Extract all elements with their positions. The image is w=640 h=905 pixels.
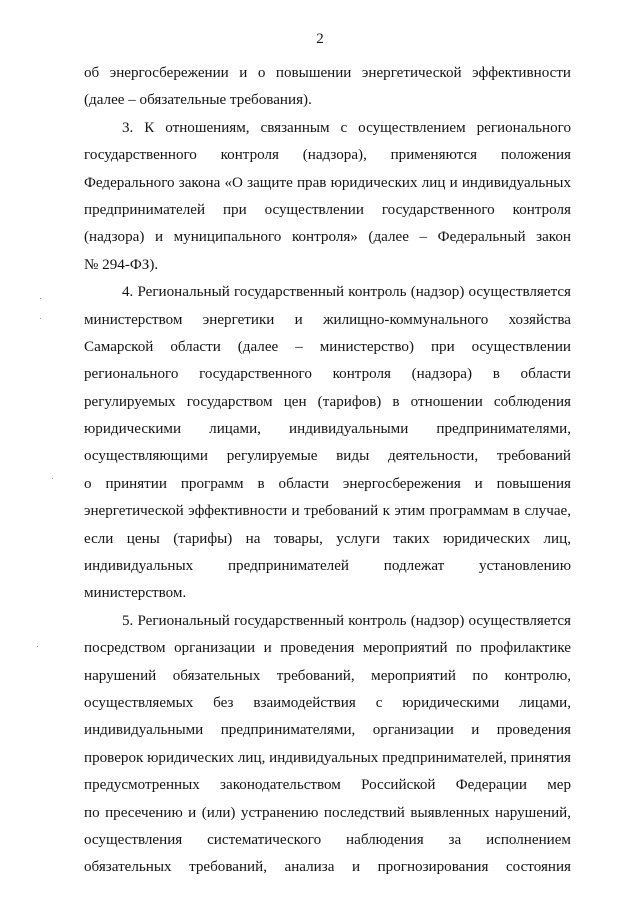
text-line: 4. Региональный государственный контроль (надзор) осуществляется bbox=[122, 284, 571, 301]
text-line: проверок юридических лиц, индивидуальных предпринимателей, принятия bbox=[84, 749, 571, 766]
text-line: 3. К отношениям, связанным с осуществлением регионального bbox=[122, 119, 571, 136]
text-line: министерством энергетики и жилищно-коммунального хозяйства bbox=[84, 311, 571, 328]
text-line: министерством. bbox=[84, 585, 187, 602]
text-line: осуществления систематического наблюдения за исполнением bbox=[84, 831, 571, 848]
text-line: посредством организации и проведения мероприятий по профилактике bbox=[84, 640, 571, 657]
text-line: индивидуальными предпринимателями, организации и проведения bbox=[84, 722, 571, 739]
scan-speck bbox=[52, 478, 53, 479]
text-line: государственного контроля (надзора), применяются положения bbox=[84, 147, 571, 164]
text-line: обязательных требований, анализа и прогнозирования состояния bbox=[84, 859, 571, 876]
text-line: юридическими лицами, индивидуальными предпринимателями, bbox=[84, 421, 571, 438]
text-line: нарушений обязательных требований, мероприятий по контролю, bbox=[84, 667, 571, 684]
text-line: Самарской области (далее – министерство) при осуществлении bbox=[84, 338, 571, 355]
text-line: осуществляющими регулируемые виды деятельности, требований bbox=[84, 448, 571, 465]
text-line: предпринимателей при осуществлении государственного контроля bbox=[84, 201, 571, 218]
text-line: о принятии программ в области энергосбережения и повышения bbox=[84, 475, 571, 492]
text-line: регионального государственного контроля (надзора) в области bbox=[84, 366, 571, 383]
text-line: энергетической эффективности и требований к этим программам в случае, bbox=[84, 503, 571, 520]
scan-speck bbox=[40, 318, 41, 319]
scan-speck bbox=[37, 646, 38, 647]
text-line: по пресечению и (или) устранению последствий выявленных нарушений, bbox=[84, 804, 571, 821]
text-line: предусмотренных законодательством Российской Федерации мер bbox=[84, 777, 571, 794]
text-line: об энергосбережении и о повышении энергетической эффективности bbox=[84, 65, 571, 81]
text-line: осуществляемых без взаимодействия с юридическими лицами, bbox=[84, 694, 571, 711]
text-line: № 294-ФЗ). bbox=[84, 256, 159, 273]
text-line: регулируемых государством цен (тарифов) в отношении соблюдения bbox=[84, 393, 571, 410]
scan-speck bbox=[40, 298, 41, 299]
text-line: 5. Региональный государственный контроль (надзор) осуществляется bbox=[122, 612, 571, 629]
text-line: (надзора) и муниципального контроля» (далее – Федеральный закон bbox=[84, 229, 571, 246]
text-line: если цены (тарифы) на товары, услуги таких юридических лиц, bbox=[84, 530, 571, 547]
text-line: Федерального закона «О защите прав юридических лиц и индивидуальных bbox=[84, 174, 571, 191]
text-line: (далее – обязательные требования). bbox=[84, 92, 312, 109]
text-line: индивидуальных предпринимателей подлежат установлению bbox=[84, 558, 571, 575]
page-number: 2 bbox=[316, 31, 324, 47]
document-body bbox=[84, 60, 571, 882]
